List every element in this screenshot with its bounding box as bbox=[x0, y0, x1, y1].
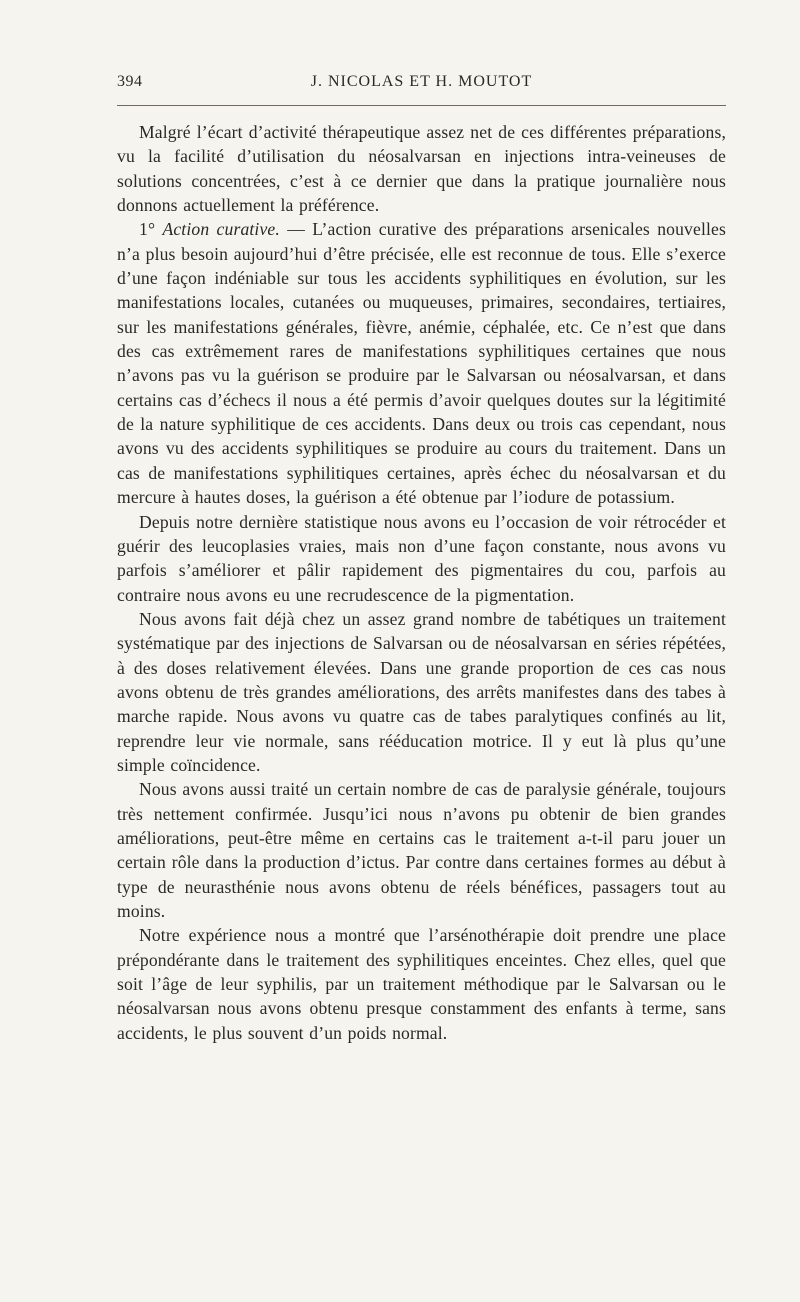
paragraph: Nous avons fait déjà chez un assez grand nombre de tabétiques un traitement systématique par des injections de Salvarsan ou de néosalvarsan en séries répétées, à des doses relativement élevées. Dans une grande proportion de ces cas nous avons obtenu de très grandes améliorations, des arrêts manifestes dans des tabes à marche rapide. Nous avons vu quatre cas de tabes paralytiques confinés au lit, reprendre leur vie normale, sans rééducation motrice. Il y eut là plus qu’une simple coïncidence. bbox=[117, 608, 726, 775]
paragraph: Malgré l’écart d’activité thérapeutique assez net de ces différentes préparations, vu la facilité d’utilisation du néosalvarsan en injections intra-veineuses de solutions concentrées, c’est à ce dernier que dans la pratique journalière nous donnons actuellement la préférence. bbox=[117, 122, 726, 216]
running-header bbox=[117, 73, 726, 97]
header-rule bbox=[117, 105, 726, 106]
paragraph-text: — L’action curative des préparations arsenicales nouvelles n’a plus besoin aujourd’hui d’être précisée, elle est reconnue de tous. Elle s’exerce d’une façon indéniable sur tous les accidents syphilitiques en évolution, sur les manifestations locales, cutanées ou muqueuses, primaires, secondaires, tertiaires, sur les manifestations générales, fièvre, anémie, céphalée, etc. Ce n’est que dans des cas extrêmement rares de manifestations syphilitiques certaines que nous n’avons pas vu la guérison se produire par le Salvarsan ou néosalvarsan, et dans certains cas d’échecs il nous a été permis d’avoir quelques doutes sur la légitimité de la nature syphilitique de ces accidents. Dans deux ou trois cas cependant, nous avons vu des accidents syphilitiques se produire au cours du traitement. Dans un cas de manifestations syphilitiques certaines, après échec du néosalvarsan et du mercure à hautes doses, la guérison a été obtenue par l’iodure de potassium. bbox=[117, 219, 726, 508]
paragraph: Notre expérience nous a montré que l’arsénothérapie doit prendre une place prépondérante dans le traitement des syphilitiques enceintes. Chez elles, quel que soit l’âge de leur syphilis, par un traitement méthodique par le Salvarsan ou le néosalvarsan nous avons obtenu presque constamment des enfants à terme, sans accidents, le plus souvent d’un poids normal. bbox=[117, 925, 726, 1043]
paragraph-action-curative bbox=[117, 217, 726, 509]
section-number: 1° bbox=[139, 219, 156, 240]
paragraph: Depuis notre dernière statistique nous avons eu l’occasion de voir rétrocéder et guérir des leucoplasies vraies, mais non d’une façon constante, nous avons vu parfois s’améliorer et pâlir rapidement des pigmentaires du cou, parfois au contraire nous avons eu une recrudescence de la pigmentation. bbox=[117, 511, 726, 605]
paragraph: Nous avons aussi traité un certain nombre de cas de paralysie générale, toujours très nettement confirmée. Jusqu’ici nous n’avons pu obtenir de bien grandes améliorations, peut-être même en certains cas le traitement a-t-il paru jouer un certain rôle dans la production d’ictus. Par contre dans certaines formes au début à type de neurasthénie nous avons obtenu de réels bénéfices, passagers tout au moins. bbox=[117, 779, 726, 921]
body-text bbox=[117, 120, 726, 1045]
page-number: 394 bbox=[117, 73, 143, 90]
header-title: J. NICOLAS ET H. MOUTOT bbox=[310, 73, 533, 90]
section-label: Action curative. bbox=[162, 219, 280, 240]
